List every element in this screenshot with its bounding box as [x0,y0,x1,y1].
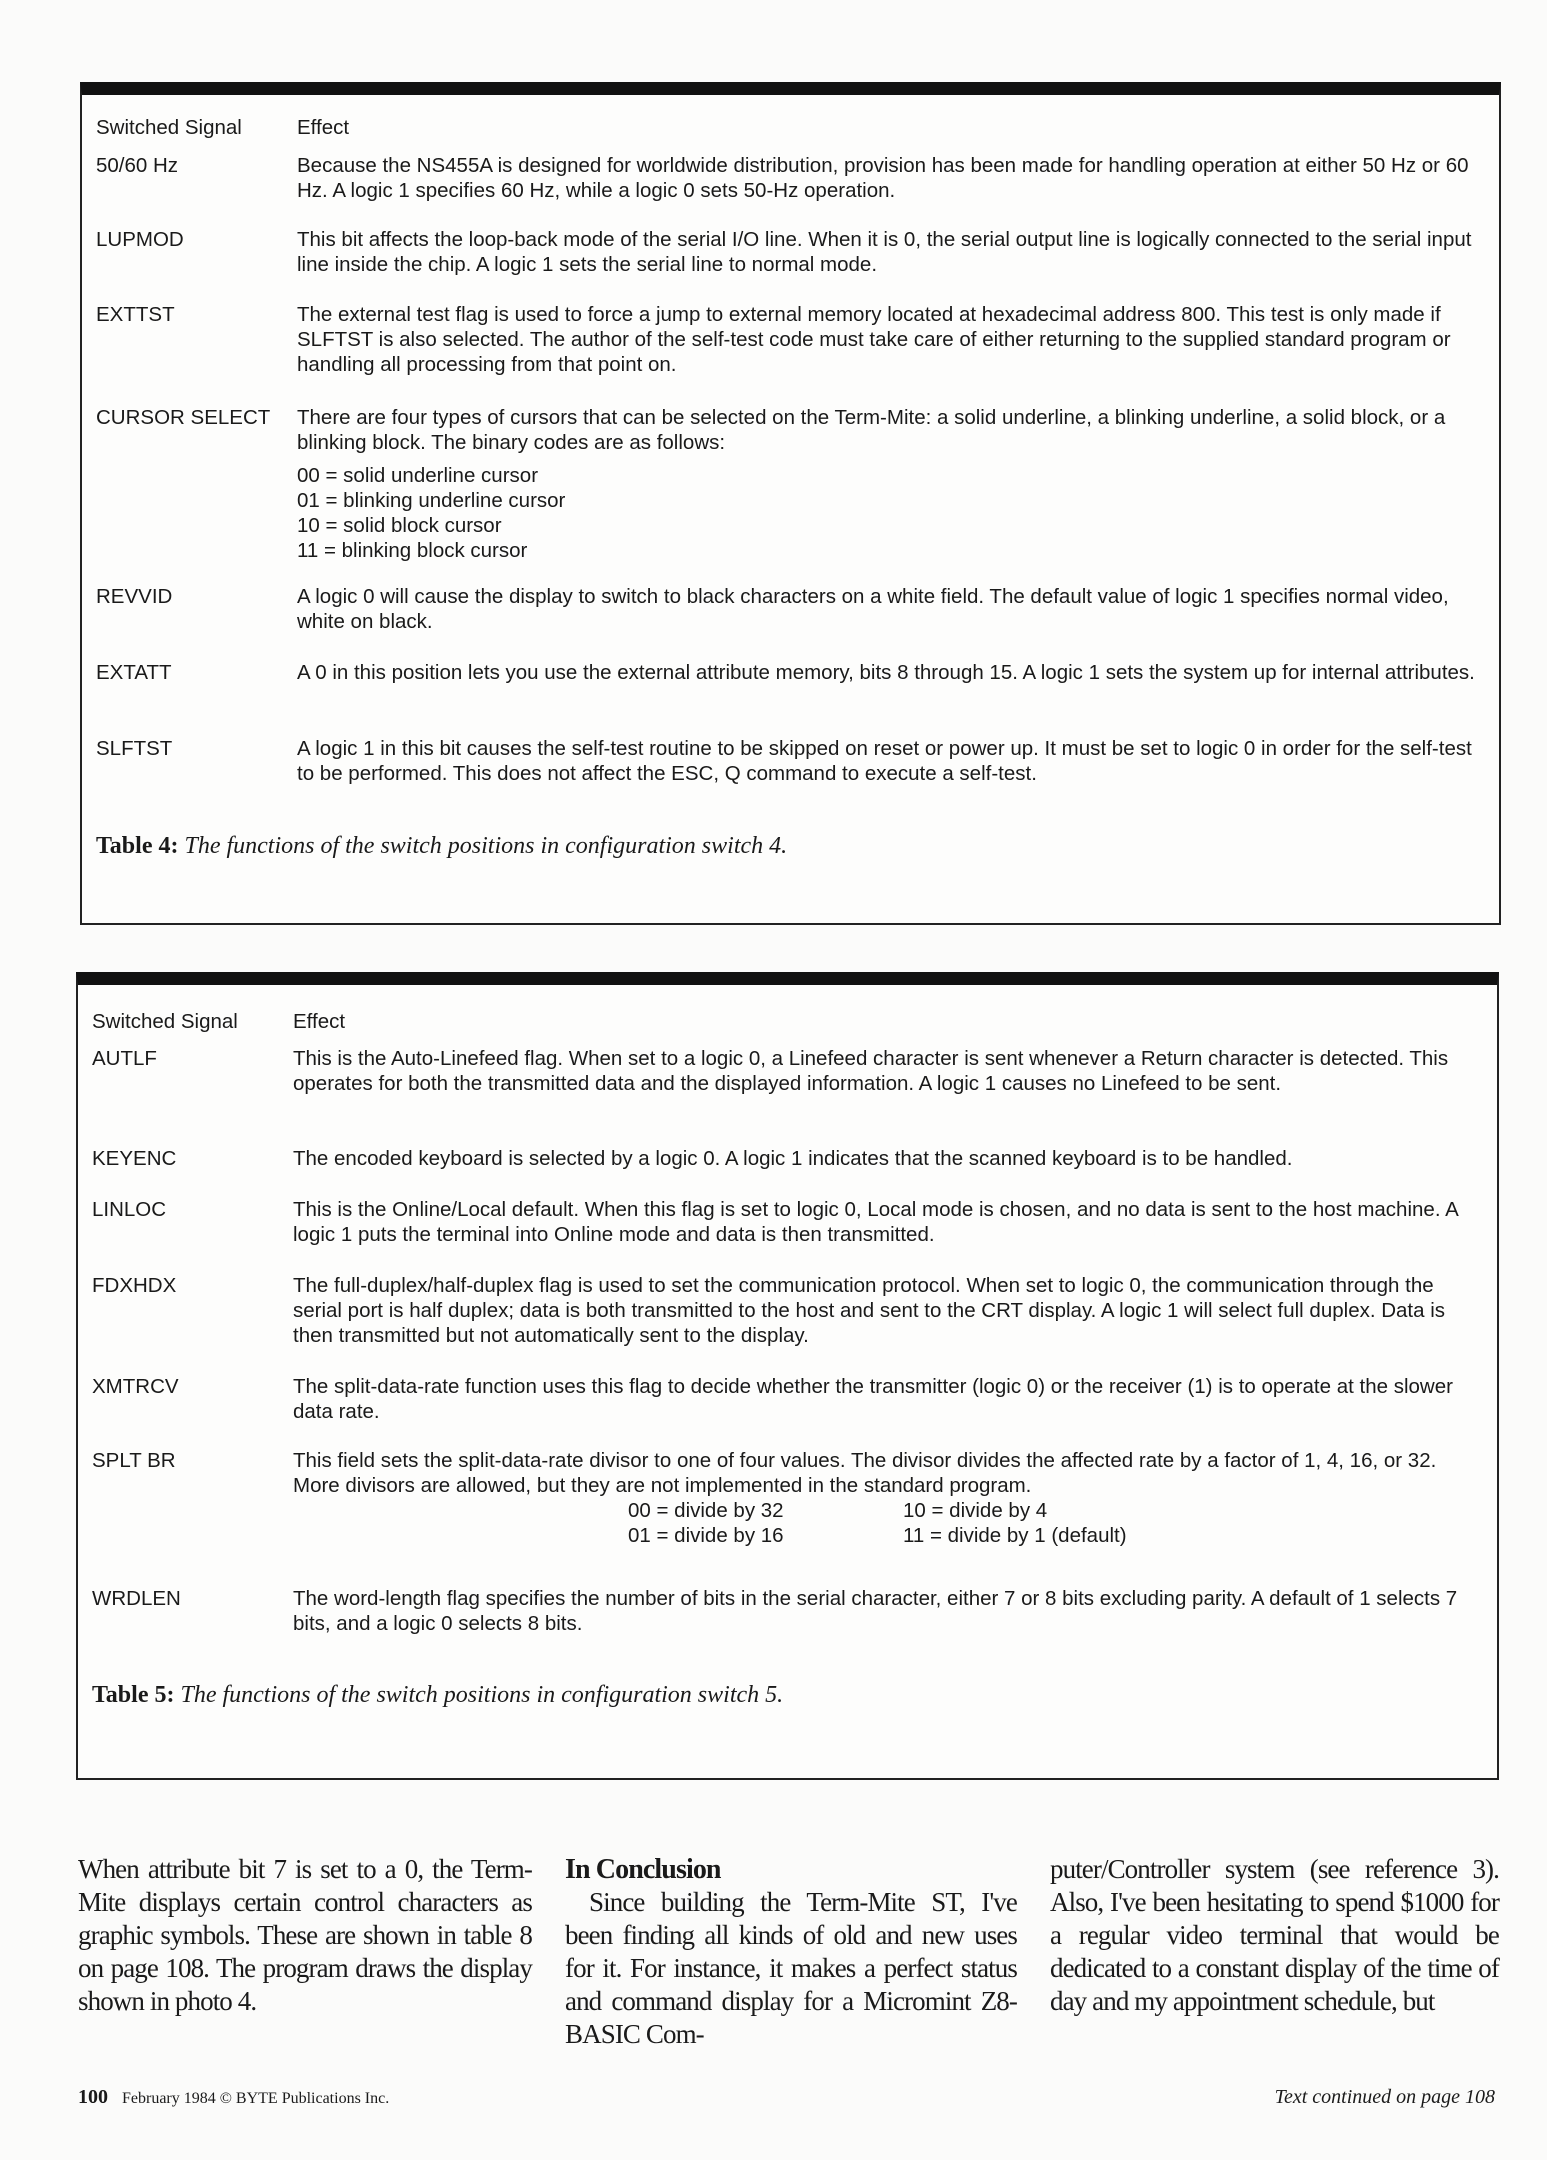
body-column-3 [1050,1853,1499,2018]
signal: SLFTST [96,737,173,760]
code: 11 = divide by 1 (default) [903,1524,1127,1547]
effect: The word-length flag specifies the number of bits in the serial character, either 7 or 8 bits excluding parity. A default of 1 selects 7 bits, and a logic 0 selects 8 bits. [293,1587,1458,1635]
code: 01 = blinking underline cursor [297,489,566,512]
effect: The external test flag is used to force a jump to external memory located at hexadecimal address 800. This test is only made if SLFTST is also selected. The author of the self-test code must take care of either returning to the supplied standard program or handling all processing from that point on. [297,303,1451,376]
effect: This is the Online/Local default. When this flag is set to logic 0, Local mode is chosen, and no data is sent to the host machine. A logic 1 puts the terminal into Online mode and data is then transmitted. [293,1198,1458,1246]
paragraph: When attribute bit 7 is set to a 0, the Term-Mite displays certain control characters as graphic symbols. These are shown in table 8 on page 108. The program draws the display shown in photo 4. [78,1854,532,2016]
signal: AUTLF [92,1047,157,1070]
continued-note: Text continued on page 108 [1274,2086,1495,2108]
body-column-2 [565,1853,1017,2051]
signal: CURSOR SELECT [96,406,271,429]
signal: REVVID [96,585,173,608]
header-effect: Effect [297,116,350,139]
effect: This is the Auto-Linefeed flag. When set to a logic 0, a Linefeed character is sent whenever a Return character is detected. This operates for both the transmitted data and the displayed information. A logic 1 causes no Linefeed to be sent. [293,1047,1449,1095]
paragraph: Since building the Term-Mite ST, I've been finding all kinds of old and new uses for it. For instance, it makes a perfect status and command display for a Micromint Z8-BASIC Com- [565,1887,1017,2049]
code: 10 = divide by 4 [903,1499,1048,1522]
caption-label: Table 5: [92,1682,175,1708]
signal: SPLT BR [92,1449,176,1472]
header-signal: Switched Signal [96,116,242,139]
effect: A 0 in this position lets you use the external attribute memory, bits 8 through 15. A logic 1 sets the system up for internal attributes. [297,661,1475,684]
page-number: 100 [78,2086,108,2108]
table-caption [96,833,787,860]
code: 00 = divide by 32 [628,1499,784,1522]
code: 00 = solid underline cursor [297,464,539,487]
body-column-1 [78,1853,532,2018]
effect: The split-data-rate function uses this flag to decide whether the transmitter (logic 0) or the receiver (1) is to operate at the slower data rate. [293,1375,1453,1423]
effect: A logic 1 in this bit causes the self-test routine to be skipped on reset or power up. It must be set to logic 0 in order for the self-test to be performed. This does not affect the ESC, Q command to execute a self-test. [297,737,1472,785]
signal: 50/60 Hz [96,154,179,177]
signal: EXTTST [96,303,175,326]
header-signal: Switched Signal [92,1010,238,1033]
code-list [297,463,1479,563]
table-5 [76,972,1499,1780]
signal: XMTRCV [92,1375,179,1398]
table-caption [92,1682,783,1709]
signal: LUPMOD [96,228,184,251]
signal: EXTATT [96,661,172,684]
signal: FDXHDX [92,1274,177,1297]
page-footer [78,2086,389,2109]
caption-text: The functions of the switch positions in configuration switch 5. [180,1682,784,1708]
header-effect: Effect [293,1010,346,1033]
code: 10 = solid block cursor [297,514,502,537]
effect: Because the NS455A is designed for worldwide distribution, provision has been made for handling operation at either 50 Hz or 60 Hz. A logic 1 specifies 60 Hz, while a logic 0 sets 50-Hz operation. [297,154,1469,202]
effect: There are four types of cursors that can be selected on the Term-Mite: a solid underline, a blinking underline, a solid block, or a blinking block. The binary codes are as follows: [297,406,1446,454]
effect: A logic 0 will cause the display to switch to black characters on a white field. The default value of logic 1 specifies normal video, white on black. [297,585,1449,633]
section-heading: In Conclusion [565,1854,721,1885]
code-list [628,1498,1477,1548]
paragraph: puter/Controller system (see reference 3). Also, I've been hesitating to spend $1000 for a regular video terminal that would be dedicated to a constant display of the time of day and my appointment schedule, but [1050,1854,1499,2016]
code: 11 = blinking block cursor [297,539,528,562]
table-4 [80,82,1501,925]
caption-label: Table 4: [96,833,179,859]
effect: This field sets the split-data-rate divisor to one of four values. The divisor divides the affected rate by a factor of 1, 4, 16, or 32. More divisors are allowed, but they are not implemented in the standard program. [293,1449,1437,1497]
signal: LINLOC [92,1198,167,1221]
effect: The encoded keyboard is selected by a logic 0. A logic 1 indicates that the scanned keyboard is to be handled. [293,1147,1293,1170]
caption-text: The functions of the switch positions in configuration switch 4. [184,833,788,859]
effect: The full-duplex/half-duplex flag is used to set the communication protocol. When set to logic 0, the communication through the serial port is half duplex; data is both transmitted to the host and sent to the CRT display. A logic 1 will select full duplex. Data is then transmitted but not automatically sent to the display. [293,1274,1446,1347]
signal: WRDLEN [92,1587,181,1610]
publication-line: February 1984 © BYTE Publications Inc. [122,2090,390,2107]
signal: KEYENC [92,1147,177,1170]
effect: This bit affects the loop-back mode of the serial I/O line. When it is 0, the serial output line is logically connected to the serial input line inside the chip. A logic 1 sets the serial line to normal mode. [297,228,1472,276]
code: 01 = divide by 16 [628,1524,784,1547]
